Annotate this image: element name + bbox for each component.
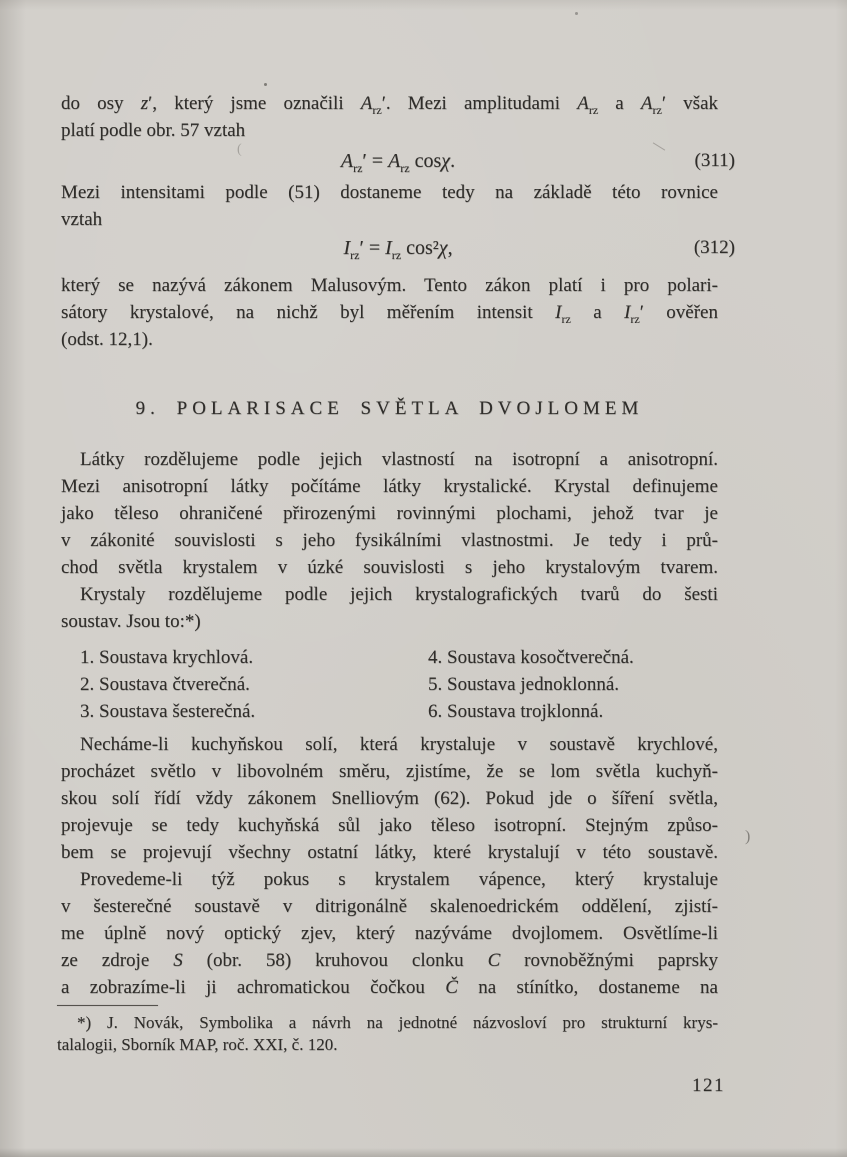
text-line: Necháme-li kuchyňskou solí, která krystaluje v soustavě krychlové,: [80, 734, 718, 755]
text-line: který se nazývá zákonem Malusovým. Tento zákon platí i pro polari-: [61, 275, 718, 296]
equation-number: (311): [694, 150, 735, 171]
list-item: 3. Soustava šesterečná.: [80, 701, 256, 722]
print-artifact: (: [237, 142, 242, 157]
text-line: Látky rozdělujeme podle jejich vlastností na isotropní a anisotropní.: [80, 449, 718, 470]
text-line: a zobrazíme-li ji achromatickou čočkou Č na stínítko, dostaneme na: [61, 977, 718, 998]
footnote-line: *) J. Novák, Symbolika a návrh na jednotné názvosloví pro strukturní krys-: [77, 1013, 718, 1032]
text-line: ze zdroje S (obr. 58) kruhovou clonku C rovnoběžnými paprsky: [61, 950, 719, 971]
print-artifact: ): [745, 828, 751, 845]
text-line: platí podle obr. 57 vztah: [61, 120, 246, 141]
text-line: Mezi intensitami podle (51) dostaneme tedy na základě této rovnice: [61, 182, 718, 203]
equation-formula: $A_{rz}' = A_{rz}$ cosχ.: [340, 150, 456, 175]
text-line: bem se projevují všechny ostatní látky, které krystalují v této soustavě.: [61, 842, 718, 863]
text-line: skou solí řídí vždy zákonem Snelliovým (62). Pokud jde o šíření světla,: [61, 788, 718, 809]
text-line: Krystaly rozdělujeme podle jejich krystalografických tvarů do šesti: [80, 584, 718, 605]
text-line: (odst. 12,1).: [61, 329, 153, 350]
list-item: 2. Soustava čtverečná.: [80, 674, 250, 695]
speck: [264, 83, 267, 86]
text-line: soustav. Jsou to:*): [61, 611, 201, 632]
equation-311: [61, 146, 735, 176]
text-line: v zákonité souvislosti s jeho fysikálními vlastnostmi. Je tedy i prů-: [61, 530, 718, 551]
list-item: 4. Soustava kosočtverečná.: [428, 647, 634, 668]
footnote-rule: [57, 1005, 158, 1006]
text-line: Mezi anisotropní látky počítáme látky krystalické. Krystal definujeme: [61, 476, 718, 497]
section-heading: 9. POLARISACE SVĚTLA DVOJLOMEM: [135, 398, 644, 419]
footnote-line: talalogii, Sborník MAP, roč. XXI, č. 120.: [57, 1035, 338, 1054]
equation-number: (312): [693, 237, 735, 258]
text-line: chod světla krystalem v úzké souvislosti s jeho krystalovým tvarem.: [61, 557, 718, 578]
text-line: me úplně nový optický zjev, který nazýváme dvojlomem. Osvětlíme-li: [61, 923, 718, 944]
list-item: 5. Soustava jednoklonná.: [428, 674, 620, 695]
text-line: projevuje se tedy kuchyňská sůl jako těleso isotropní. Stejným způso-: [61, 815, 718, 836]
speck: [575, 12, 578, 15]
equation-formula: $I_{rz}' = I_{rz}$ cos²χ,: [343, 237, 453, 262]
page-number: 121: [692, 1075, 725, 1096]
text-line: jako těleso ohraničené přirozenými rovinnými plochami, jehož tvar je: [61, 503, 718, 524]
equation-312: [61, 233, 735, 263]
text-line: Provedeme-li týž pokus s krystalem vápence, který krystaluje: [80, 869, 718, 890]
text-line: vztah: [61, 209, 103, 230]
text-line: do osy z′, který jsme označili $A_{rz}'$. Mezi amplitudami $A_{rz}$ a $A_{rz}'$ však: [61, 93, 719, 117]
text-line: procházet světlo v libovolném směru, zjistíme, že se lom světla kuchyň-: [61, 761, 718, 782]
list-item: 1. Soustava krychlová.: [80, 647, 254, 668]
text-line: sátory krystalové, na nichž byl měřením intensit $I_{rz}$ a $I_{rz}'$ ověřen: [61, 302, 718, 326]
text-line: v šesterečné soustavě v ditrigonálně skalenoedrickém oddělení, zjistí-: [61, 896, 718, 917]
list-item: 6. Soustava trojklonná.: [428, 701, 604, 722]
